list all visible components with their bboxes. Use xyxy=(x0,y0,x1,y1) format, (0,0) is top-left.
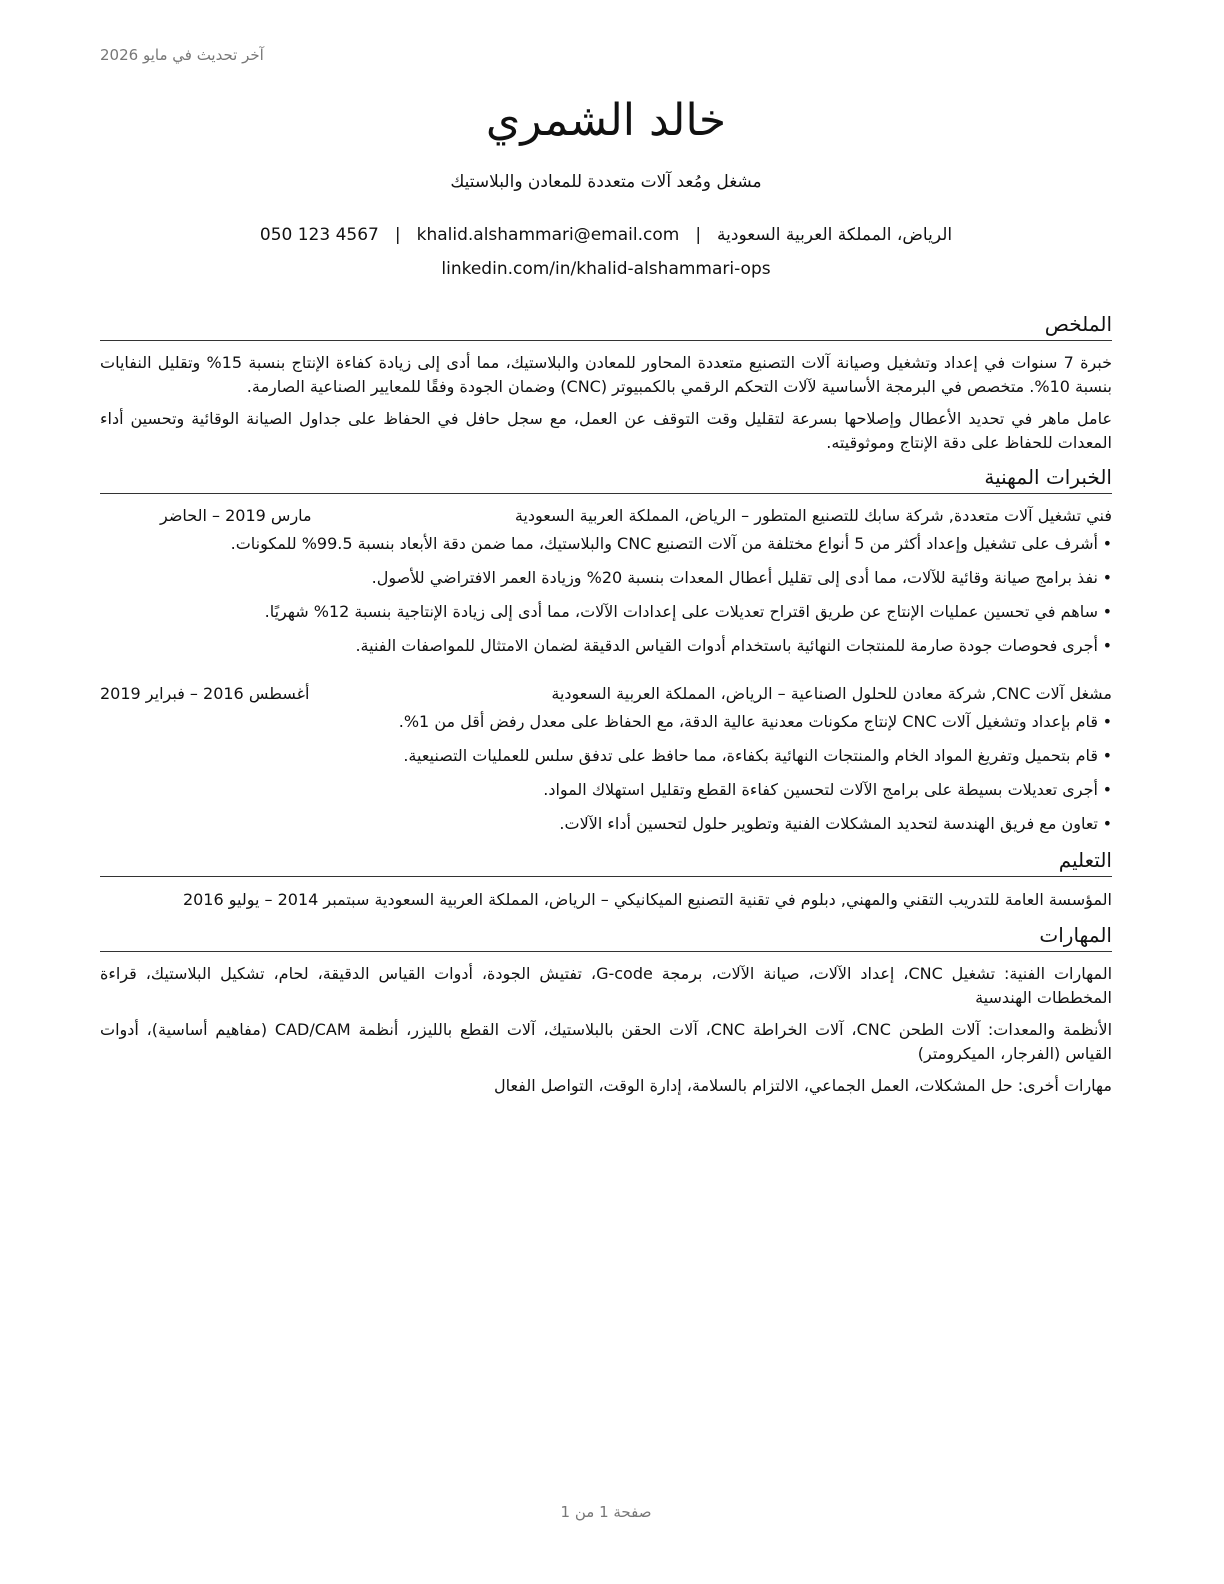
skills-systems: الأنظمة والمعدات: آلات الطحن CNC، آلات الخراطة CNC، آلات الحقن بالبلاستيك، آلات القطع بالليزر، أنظمة CAD/CAM (مفاهيم أساسية)، أدوات القياس (الفرجار، الميكرومتر) xyxy=(100,1020,1113,1063)
section-heading-experience: الخبرات المهنية xyxy=(100,463,1112,494)
contact-line xyxy=(100,223,1112,247)
resume-page xyxy=(100,0,1112,1584)
list-item xyxy=(100,634,1112,658)
job-dates: أغسطس 2016 – فبراير 2019 xyxy=(100,684,310,703)
resume-body xyxy=(100,310,1112,1106)
list-item xyxy=(100,532,1112,556)
last-updated: آخر تحديث في مايو 2026 xyxy=(100,46,264,64)
location: الرياض، المملكة العربية السعودية xyxy=(717,225,953,245)
experience-section xyxy=(100,463,1112,836)
bullet-text: قام بإعداد وتشغيل آلات CNC لإنتاج مكونات معدنية عالية الدقة، مع الحفاظ على معدل رفض أقل من 1%. xyxy=(398,712,1098,731)
list-item xyxy=(100,812,1112,836)
job-entry xyxy=(100,682,1112,836)
list-item xyxy=(100,778,1112,802)
candidate-name: خالد الشمري xyxy=(485,95,727,146)
skills-technical: المهارات الفنية: تشغيل CNC، إعداد الآلات، صيانة الآلات، برمجة G-code، تفتيش الجودة، أدوات القياس الدقيقة، لحام، تشكيل البلاستيك، قراءة المخططات الهندسية xyxy=(100,964,1113,1007)
job-header xyxy=(100,682,1112,706)
summary-section xyxy=(100,310,1112,455)
job-entry xyxy=(100,504,1112,658)
bullet-icon: • xyxy=(1102,712,1112,731)
section-heading-summary: الملخص xyxy=(100,310,1112,341)
bullet-text: ساهم في تحسين عمليات الإنتاج عن طريق اقتراح تعديلات على إعدادات الآلات، مما أدى إلى زيادة الإنتاجية بنسبة 12% شهريًا. xyxy=(264,602,1098,621)
phone-number: 050 123 4567 xyxy=(259,225,379,245)
bullet-text: تعاون مع فريق الهندسة لتحديد المشكلات الفنية وتطوير حلول لتحسين أداء الآلات. xyxy=(559,814,1098,833)
bullet-icon: • xyxy=(1102,568,1112,587)
bullet-text: قام بتحميل وتفريغ المواد الخام والمنتجات النهائية بكفاءة، مما حافظ على تدفق سلس للعمليات التصنيعية. xyxy=(403,746,1098,765)
list-item xyxy=(100,710,1112,734)
education-section xyxy=(100,846,1112,913)
job-title-line: فني تشغيل آلات متعددة, شركة سابك للتصنيع المتطور – الرياض، المملكة العربية السعودية xyxy=(514,506,1112,525)
job-bullets xyxy=(100,532,1112,658)
job-title-line: مشغل آلات CNC, شركة معادن للحلول الصناعية – الرياض، المملكة العربية السعودية xyxy=(551,684,1112,703)
skills-section xyxy=(100,921,1112,1098)
page-number: صفحة 1 من 1 xyxy=(560,1503,652,1521)
bullet-icon: • xyxy=(1102,746,1112,765)
linkedin-link[interactable]: linkedin.com/in/khalid-alshammari-ops xyxy=(441,259,771,279)
bullet-icon: • xyxy=(1102,780,1112,799)
skills-other: مهارات أخرى: حل المشكلات، العمل الجماعي، الالتزام بالسلامة، إدارة الوقت، التواصل الفعال xyxy=(494,1076,1112,1095)
list-item xyxy=(100,744,1112,768)
bullet-icon: • xyxy=(1102,602,1112,621)
section-heading-skills: المهارات xyxy=(100,921,1112,952)
bullet-text: أشرف على تشغيل وإعداد أكثر من 5 أنواع مختلفة من آلات التصنيع CNC والبلاستيك، مما ضمن دقة الأبعاد بنسبة 99.5% للمكونات. xyxy=(230,534,1098,553)
separator: | xyxy=(695,225,702,245)
summary-paragraph: خبرة 7 سنوات في إعداد وتشغيل وصيانة آلات التصنيع متعددة المحاور للمعادن والبلاستيك، مما أدى إلى زيادة كفاءة الإنتاج بنسبة 15% وتقليل النفايات بنسبة 10%. متخصص في البرمجة الأساسية لآلات التحكم الرقمي بالكمبيوتر (CNC) وضمان الجودة وفقًا للمعايير الصناعية الصارمة. xyxy=(100,353,1112,396)
bullet-icon: • xyxy=(1102,814,1112,833)
bullet-icon: • xyxy=(1102,534,1112,553)
summary-paragraph: عامل ماهر في تحديد الأعطال وإصلاحها بسرعة لتقليل وقت التوقف عن العمل، مع سجل حافل في الحفاظ على جداول الصيانة الوقائية وتحسين أداء المعدات للحفاظ على دقة الإنتاج وموثوقيته. xyxy=(100,409,1112,452)
education-entry: المؤسسة العامة للتدريب التقني والمهني, دبلوم في تقنية التصنيع الميكانيكي – الرياض، المملكة العربية السعودية سبتمبر 2014 – يوليو 2016 xyxy=(182,890,1112,909)
job-bullets xyxy=(100,710,1112,836)
email-link[interactable]: khalid.alshammari@email.com xyxy=(416,225,680,245)
job-dates: مارس 2019 – الحاضر xyxy=(160,506,312,525)
job-header xyxy=(100,504,1112,528)
bullet-text: أجرى فحوصات جودة صارمة للمنتجات النهائية باستخدام أدوات القياس الدقيقة لضمان الامتثال للمواصفات الفنية. xyxy=(355,636,1098,655)
separator: | xyxy=(394,225,401,245)
bullet-text: نفذ برامج صيانة وقائية للآلات، مما أدى إلى تقليل أعطال المعدات بنسبة 20% وزيادة العمر الافتراضي للأصول. xyxy=(371,568,1098,587)
section-heading-education: التعليم xyxy=(100,846,1112,877)
bullet-icon: • xyxy=(1102,636,1112,655)
list-item xyxy=(100,566,1112,590)
job-title: مشغل ومُعد آلات متعددة للمعادن والبلاستيك xyxy=(450,172,762,192)
bullet-text: أجرى تعديلات بسيطة على برامج الآلات لتحسين كفاءة القطع وتقليل استهلاك المواد. xyxy=(543,780,1098,799)
list-item xyxy=(100,600,1112,624)
